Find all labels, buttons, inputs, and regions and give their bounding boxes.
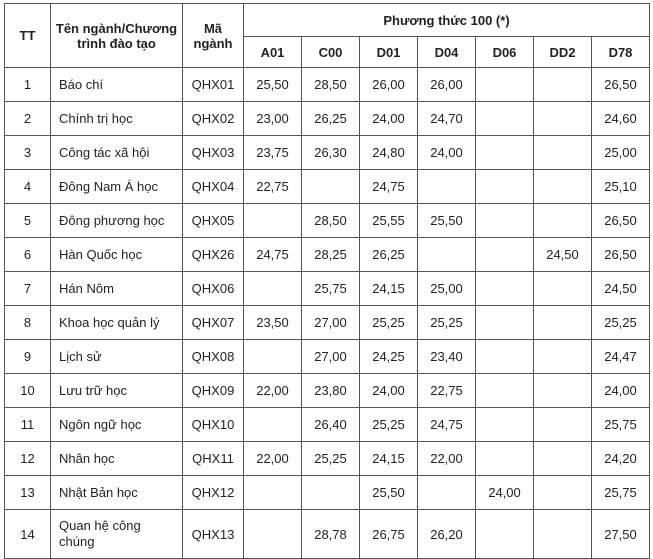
score-d01: 25,55 <box>360 204 418 238</box>
score-d04: 26,00 <box>418 68 476 102</box>
score-d78: 25,00 <box>592 136 650 170</box>
program-name: Khoa học quản lý <box>51 306 183 340</box>
program-code: QHX01 <box>183 68 244 102</box>
score-a01 <box>244 476 302 510</box>
score-d06 <box>476 238 534 272</box>
score-c00: 28,50 <box>302 204 360 238</box>
header-block-c00: C00 <box>302 37 360 68</box>
table-row <box>5 238 650 272</box>
score-a01: 22,00 <box>244 374 302 408</box>
table-row <box>5 306 650 340</box>
program-code: QHX07 <box>183 306 244 340</box>
program-name: Chính trị học <box>51 102 183 136</box>
header-admission-method: Phương thức 100 (*) <box>244 4 650 37</box>
row-index: 3 <box>5 136 51 170</box>
score-d78: 24,47 <box>592 340 650 374</box>
score-d78: 25,75 <box>592 476 650 510</box>
table-row <box>5 510 650 559</box>
row-index: 1 <box>5 68 51 102</box>
score-d04 <box>418 476 476 510</box>
score-d01: 25,25 <box>360 306 418 340</box>
score-d04: 23,40 <box>418 340 476 374</box>
score-dd2 <box>534 442 592 476</box>
score-c00: 26,30 <box>302 136 360 170</box>
score-d78: 26,50 <box>592 238 650 272</box>
score-dd2 <box>534 102 592 136</box>
row-index: 6 <box>5 238 51 272</box>
table-row <box>5 170 650 204</box>
score-dd2 <box>534 306 592 340</box>
table-row <box>5 476 650 510</box>
score-d04 <box>418 170 476 204</box>
program-name: Báo chí <box>51 68 183 102</box>
score-dd2: 24,50 <box>534 238 592 272</box>
program-name: Nhật Bản học <box>51 476 183 510</box>
score-d78: 25,10 <box>592 170 650 204</box>
row-index: 8 <box>5 306 51 340</box>
score-d01: 26,00 <box>360 68 418 102</box>
admission-scores-table <box>4 3 650 559</box>
row-index: 10 <box>5 374 51 408</box>
program-name: Hàn Quốc học <box>51 238 183 272</box>
score-d04: 25,50 <box>418 204 476 238</box>
row-index: 2 <box>5 102 51 136</box>
score-d04: 24,70 <box>418 102 476 136</box>
score-d04: 25,25 <box>418 306 476 340</box>
score-dd2 <box>534 340 592 374</box>
score-a01 <box>244 408 302 442</box>
score-d78: 25,75 <box>592 408 650 442</box>
score-d78: 24,50 <box>592 272 650 306</box>
program-code: QHX04 <box>183 170 244 204</box>
score-c00 <box>302 170 360 204</box>
score-dd2 <box>534 476 592 510</box>
score-d06 <box>476 408 534 442</box>
program-name: Nhân học <box>51 442 183 476</box>
program-code: QHX05 <box>183 204 244 238</box>
score-d06 <box>476 442 534 476</box>
row-index: 7 <box>5 272 51 306</box>
score-c00: 28,25 <box>302 238 360 272</box>
row-index: 9 <box>5 340 51 374</box>
row-index: 11 <box>5 408 51 442</box>
table-body <box>5 68 650 559</box>
score-d06 <box>476 374 534 408</box>
score-a01: 23,00 <box>244 102 302 136</box>
score-d01: 24,15 <box>360 442 418 476</box>
score-d01: 25,25 <box>360 408 418 442</box>
program-code: QHX12 <box>183 476 244 510</box>
score-c00: 23,80 <box>302 374 360 408</box>
score-d01: 24,15 <box>360 272 418 306</box>
table-row <box>5 374 650 408</box>
row-index: 13 <box>5 476 51 510</box>
header-tt: TT <box>5 4 51 68</box>
program-name: Quan hệ công chúng <box>51 510 183 559</box>
program-name: Ngôn ngữ học <box>51 408 183 442</box>
score-c00: 27,00 <box>302 340 360 374</box>
score-d01: 24,25 <box>360 340 418 374</box>
score-d01: 26,25 <box>360 238 418 272</box>
score-d78: 26,50 <box>592 68 650 102</box>
score-c00: 27,00 <box>302 306 360 340</box>
table-row <box>5 408 650 442</box>
score-dd2 <box>534 510 592 559</box>
table-row <box>5 442 650 476</box>
score-c00: 25,75 <box>302 272 360 306</box>
score-d06 <box>476 510 534 559</box>
score-dd2 <box>534 408 592 442</box>
header-block-d04: D04 <box>418 37 476 68</box>
score-d01: 26,75 <box>360 510 418 559</box>
score-d01: 24,00 <box>360 102 418 136</box>
program-code: QHX10 <box>183 408 244 442</box>
header-block-dd2: DD2 <box>534 37 592 68</box>
score-d04: 26,20 <box>418 510 476 559</box>
score-d04: 24,00 <box>418 136 476 170</box>
score-d06 <box>476 204 534 238</box>
score-d78: 26,50 <box>592 204 650 238</box>
table-row <box>5 272 650 306</box>
score-dd2 <box>534 68 592 102</box>
row-index: 4 <box>5 170 51 204</box>
program-code: QHX09 <box>183 374 244 408</box>
table-row <box>5 340 650 374</box>
score-d06 <box>476 272 534 306</box>
score-d04: 22,00 <box>418 442 476 476</box>
header-block-d06: D06 <box>476 37 534 68</box>
score-d06: 24,00 <box>476 476 534 510</box>
header-row-top <box>5 4 650 37</box>
score-d01: 24,75 <box>360 170 418 204</box>
table-row <box>5 136 650 170</box>
score-a01 <box>244 510 302 559</box>
score-d01: 24,00 <box>360 374 418 408</box>
score-a01 <box>244 340 302 374</box>
program-name: Lịch sử <box>51 340 183 374</box>
score-a01: 22,00 <box>244 442 302 476</box>
score-dd2 <box>534 170 592 204</box>
score-d06 <box>476 170 534 204</box>
header-block-d01: D01 <box>360 37 418 68</box>
program-code: QHX13 <box>183 510 244 559</box>
score-dd2 <box>534 272 592 306</box>
score-d01: 24,80 <box>360 136 418 170</box>
score-a01: 22,75 <box>244 170 302 204</box>
score-dd2 <box>534 204 592 238</box>
score-d04 <box>418 238 476 272</box>
score-d06 <box>476 102 534 136</box>
program-name: Công tác xã hội <box>51 136 183 170</box>
table-row <box>5 102 650 136</box>
program-name: Hán Nôm <box>51 272 183 306</box>
score-a01 <box>244 272 302 306</box>
table-row <box>5 68 650 102</box>
program-code: QHX26 <box>183 238 244 272</box>
score-d78: 24,20 <box>592 442 650 476</box>
score-c00: 26,40 <box>302 408 360 442</box>
score-d78: 27,50 <box>592 510 650 559</box>
score-d78: 24,60 <box>592 102 650 136</box>
table-row <box>5 204 650 238</box>
row-index: 5 <box>5 204 51 238</box>
score-d78: 24,00 <box>592 374 650 408</box>
score-c00: 25,25 <box>302 442 360 476</box>
program-code: QHX08 <box>183 340 244 374</box>
score-a01: 23,75 <box>244 136 302 170</box>
header-program-name: Tên ngành/Chương trình đào tạo <box>51 4 183 68</box>
score-d06 <box>476 340 534 374</box>
program-name: Đông Nam Á học <box>51 170 183 204</box>
program-name: Lưu trữ học <box>51 374 183 408</box>
score-a01: 23,50 <box>244 306 302 340</box>
score-c00: 28,78 <box>302 510 360 559</box>
program-code: QHX03 <box>183 136 244 170</box>
row-index: 12 <box>5 442 51 476</box>
score-c00: 28,50 <box>302 68 360 102</box>
program-code: QHX11 <box>183 442 244 476</box>
score-c00: 26,25 <box>302 102 360 136</box>
row-index: 14 <box>5 510 51 559</box>
header-block-d78: D78 <box>592 37 650 68</box>
score-d01: 25,50 <box>360 476 418 510</box>
header-program-code: Mã ngành <box>183 4 244 68</box>
header-block-a01: A01 <box>244 37 302 68</box>
score-a01 <box>244 204 302 238</box>
program-code: QHX06 <box>183 272 244 306</box>
score-d06 <box>476 306 534 340</box>
program-name: Đông phương học <box>51 204 183 238</box>
score-d06 <box>476 68 534 102</box>
score-a01: 25,50 <box>244 68 302 102</box>
score-c00 <box>302 476 360 510</box>
score-d04: 22,75 <box>418 374 476 408</box>
score-d04: 25,00 <box>418 272 476 306</box>
score-a01: 24,75 <box>244 238 302 272</box>
program-code: QHX02 <box>183 102 244 136</box>
score-d04: 24,75 <box>418 408 476 442</box>
score-d06 <box>476 136 534 170</box>
score-dd2 <box>534 374 592 408</box>
score-dd2 <box>534 136 592 170</box>
score-d78: 25,25 <box>592 306 650 340</box>
